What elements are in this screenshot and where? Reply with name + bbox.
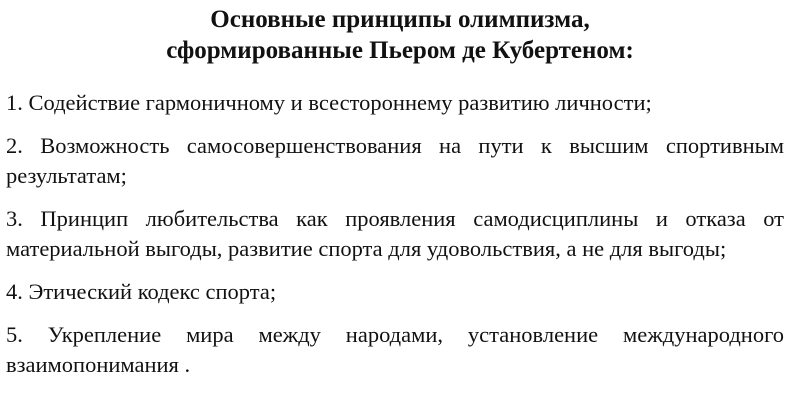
item-text: Принцип любительства как проявления самодисциплины и отказа от материальной выгоды, развитие спорта для удовольствия, а не для выгоды;	[6, 206, 785, 261]
title-line-2: сформированные Пьером де Кубертеном:	[166, 37, 634, 64]
list-item	[6, 131, 784, 191]
list-item	[6, 204, 784, 264]
item-number: 2.	[6, 133, 23, 158]
item-number: 5.	[6, 322, 23, 347]
list-item	[6, 277, 784, 307]
item-number: 4.	[6, 279, 23, 304]
item-number: 3.	[6, 206, 23, 231]
title-line-1: Основные принципы олимпизма,	[210, 6, 590, 33]
list-item	[6, 320, 784, 380]
principles-list	[6, 88, 784, 380]
item-text: Содействие гармоничному и всестороннему развитию личности;	[28, 90, 652, 115]
list-item	[6, 88, 784, 118]
page-title	[0, 4, 800, 66]
item-text: Этический кодекс спорта;	[28, 279, 277, 304]
item-text: Возможность самосовершенствования на пути к высшим спортивным результатам;	[6, 133, 784, 188]
item-text: Укрепление мира между народами, установление международного взаимопонимания .	[6, 322, 784, 377]
item-number: 1.	[6, 90, 23, 115]
